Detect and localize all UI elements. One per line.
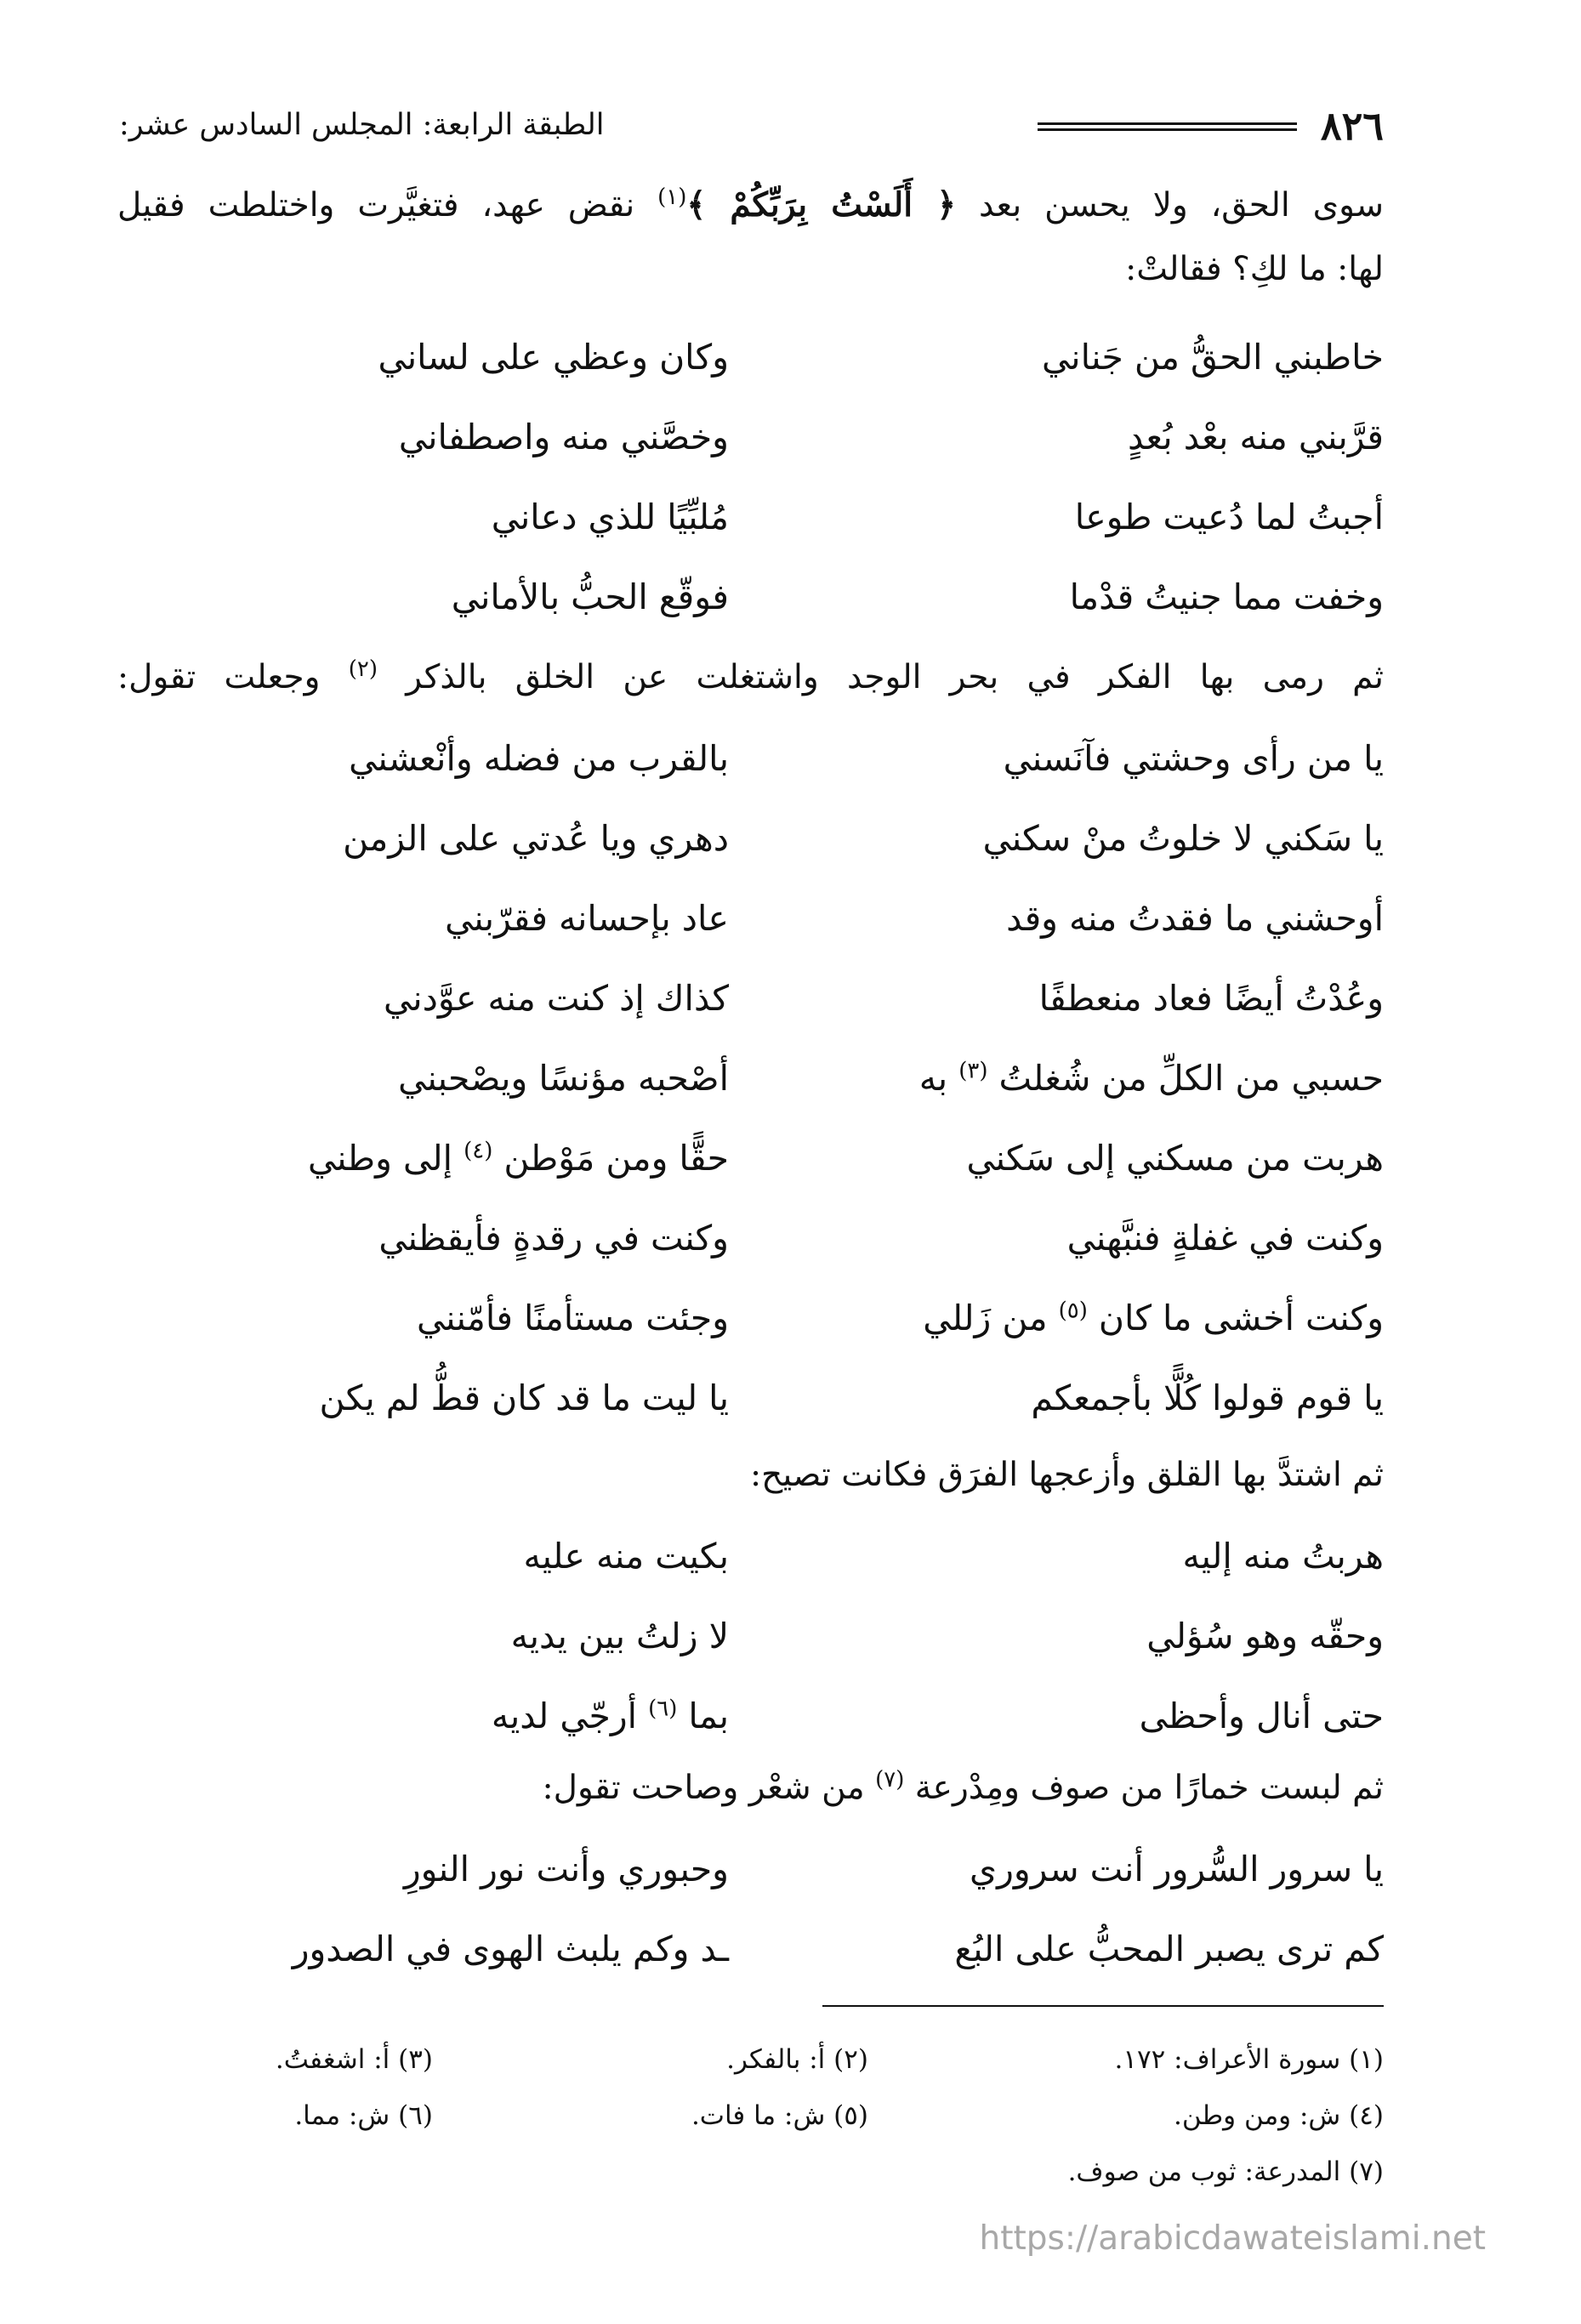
verse-first-hemistich: هربت من مسكني إلى سَكني [966,1138,1384,1179]
text-run: من شعْر وصاحت تقول: [542,1769,876,1807]
verse-couplet [197,1832,1384,1906]
verse-couplet [197,1519,1384,1594]
prose-line [117,648,1384,707]
text-run: إلى وطني [307,1138,464,1179]
verse-first-hemistich: يا سرور السُّرور أنت سروري [969,1849,1384,1889]
verse-couplet [197,480,1384,554]
text-run: حسبي من الكلِّ من شُغلتُ [998,1058,1384,1099]
verse-first-hemistich: خاطبني الحقُّ من جَناني [1042,337,1384,378]
verse-second-hemistich: أصْحبه مؤنسًا ويصْحبني [398,1058,729,1099]
footnote-marker: (١) [657,185,687,210]
footnote: (٢) أ: بالفكر. [726,2044,868,2075]
text-run: ثم رمى بها الفكر في بحر الوجد واشتغلت عن الخلق بالذكر [378,658,1384,696]
verse-second-hemistich: دهري ويا عُدتي على الزمن [343,818,729,859]
verse-second-hemistich: وكان وعظي على لساني [378,337,729,378]
verse-second-hemistich: يا ليت ما قد كان قطُّ لم يكن [319,1378,729,1418]
quran-verse: ﴿ أَلَسْتُ بِرَبِّكُمْ ﴾ [686,185,957,224]
text-run: بما [688,1696,729,1736]
verse-second-hemistich: ـد وكم يلبث الهوى في الصدور [292,1929,729,1969]
header-title: الطبقة الرابعة: المجلس السادس عشر: [119,108,605,142]
verse-couplet [197,1121,1384,1196]
verse-first-hemistich [873,1281,1384,1355]
footnote-marker: (٣) [958,1058,988,1084]
header-rule [1038,122,1297,131]
verse-couplet [197,400,1384,474]
text-run: من زَللي [923,1298,1059,1338]
verse-second-hemistich: عاد بإحسانه فقرّبني [445,898,729,939]
verse-first-hemistich [873,1041,1384,1116]
prose-line [117,175,1384,236]
footnote: (٥) ش: ما فات. [691,2100,868,2131]
verse-couplet [197,801,1384,876]
verse-first-hemistich: هربتُ منه إليه [1182,1536,1384,1577]
footnote-marker: (٤) [463,1138,493,1164]
verse-second-hemistich: وخصَّني منه واصطفاني [398,417,729,457]
verse-second-hemistich [219,1121,729,1196]
verse-couplet [197,320,1384,395]
footnote: (٧) المدرعة: ثوب من صوف. [1067,2156,1384,2187]
watermark-url: https://arabicdawateislami.net [979,2219,1486,2258]
verse-couplet [197,1679,1384,1753]
verse-couplet [197,1281,1384,1355]
verse-second-hemistich: مُلبِّيًا للذي دعاني [491,497,729,537]
verse-second-hemistich: وكنت في رقدةٍ فأيقظني [378,1218,729,1259]
text-run: سوى الحق، ولا يحسن بعد [956,186,1384,224]
verse-second-hemistich: كذاك إذ كنت منه عوَّدني [384,978,729,1019]
verse-first-hemistich: حتى أنال وأحظى [1139,1696,1384,1736]
verse-couplet [197,1041,1384,1116]
text-run: وجعلت تقول: [117,658,349,696]
verse-couplet [197,721,1384,796]
verse-couplet [197,1361,1384,1435]
verse-couplet [197,881,1384,956]
text-run: حقًّا ومن مَوْطن [503,1138,729,1179]
verse-first-hemistich: أجبتُ لما دُعيت طوعا [1074,497,1384,537]
verse-first-hemistich: كم ترى يصبر المحبُّ على البُع [954,1929,1384,1969]
verse-couplet [197,961,1384,1036]
text-run: به [918,1058,959,1099]
verse-first-hemistich: قرَّبني منه بعْد بُعدٍ [1127,417,1384,457]
verse-second-hemistich [219,1679,729,1753]
prose-line: لها: ما لكِ؟ فقالتْ: [1125,250,1384,288]
text-run: أرجّي لديه [491,1696,649,1736]
prose-line: ثم اشتدَّ بها القلق وأزعجها الفرَق فكانت تصيح: [750,1456,1384,1494]
page-number: ٨٢٦ [1320,103,1384,149]
verse-first-hemistich: وكنت في غفلةٍ فنبَّهني [1066,1218,1384,1259]
verse-couplet [197,1912,1384,1986]
footnote: (٤) ش: ومن وطن. [1174,2100,1384,2131]
text-run: وكنت أخشى ما كان [1098,1298,1384,1338]
footnote-marker: (٥) [1058,1298,1088,1324]
verse-second-hemistich: لا زلتُ بين يديه [510,1616,729,1656]
footnote-marker: (٦) [648,1696,678,1722]
text-run: نقض عهد، فتغيَّرت واختلطت فقيل [117,186,658,224]
footnote-marker: (٢) [348,656,378,682]
verse-first-hemistich: يا سَكني لا خلوتُ منْ سكني [982,818,1384,859]
verse-second-hemistich: فوقّع الحبُّ بالأماني [451,577,729,617]
text-run: ثم لبست خمارًا من صوف ومِدْرعة [904,1769,1384,1807]
verse-first-hemistich: وحقّه وهو سُؤلي [1146,1616,1384,1656]
verse-first-hemistich: وخفت مما جنيتُ قدْما [1069,577,1384,617]
footnote: (١) سورة الأعراف: ١٧٢. [1114,2044,1384,2075]
footnote-marker: (٧) [875,1767,905,1793]
verse-second-hemistich: وجئت مستأمنًا فأمّنني [416,1298,729,1338]
running-header [119,100,1384,151]
footnote: (٦) ش: مما. [294,2100,433,2131]
verse-first-hemistich: يا قوم قولوا كُلًّا بأجمعكم [1031,1378,1384,1418]
prose-line [117,1759,1384,1818]
verse-couplet [197,1201,1384,1276]
verse-second-hemistich: وحبوري وأنت نور النورِ [403,1849,729,1889]
verse-first-hemistich: وعُدْتُ أيضًا فعاد منعطفًا [1038,978,1384,1019]
verse-first-hemistich: يا من رأى وحشتي فآنَسني [1003,738,1384,779]
verse-couplet [197,560,1384,634]
footnote-separator [822,2005,1384,2007]
verse-first-hemistich: أوحشني ما فقدتُ منه وقد [1006,898,1384,939]
verse-couplet [197,1599,1384,1673]
footnote: (٣) أ: اشغفتُ. [275,2044,433,2075]
verse-second-hemistich: بكيت منه عليه [523,1536,729,1577]
verse-second-hemistich: بالقرب من فضله وأنْعشني [349,738,729,779]
